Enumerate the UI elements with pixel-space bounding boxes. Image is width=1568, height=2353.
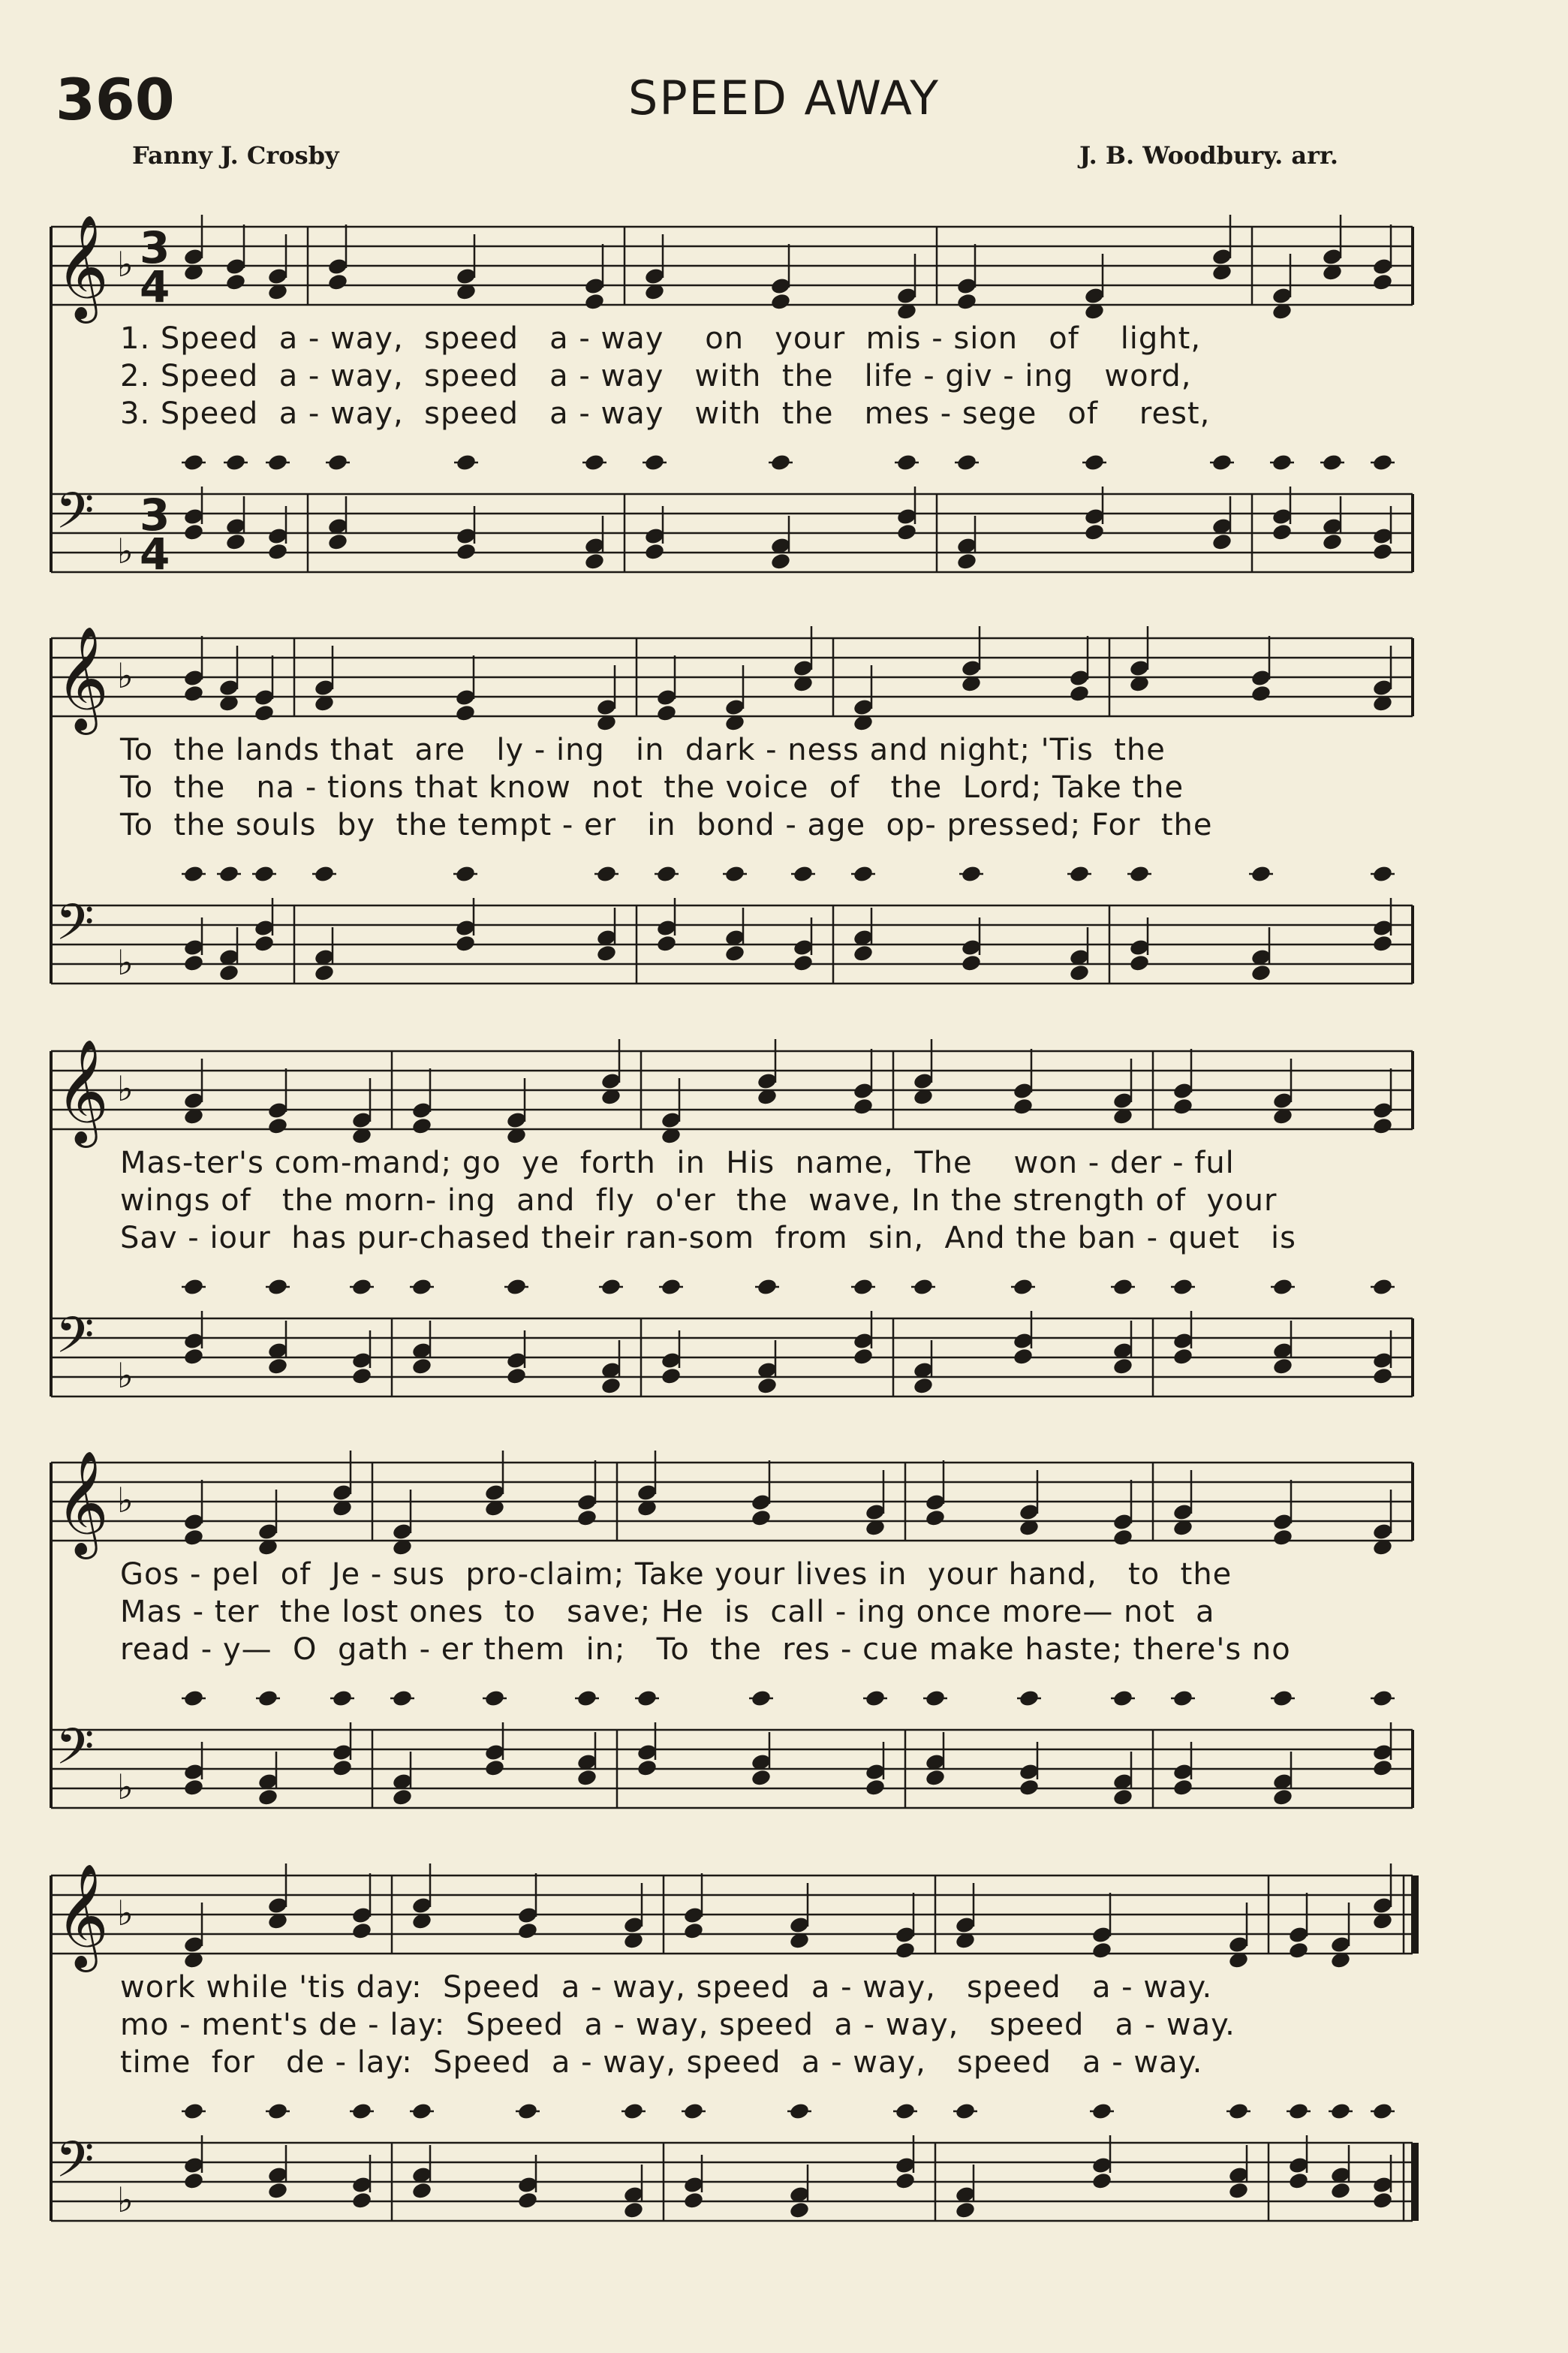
bass-clef-icon: 𝄢 — [56, 1718, 95, 1788]
note-head — [1112, 1528, 1134, 1547]
note-head — [1272, 523, 1293, 541]
note-head — [576, 1508, 598, 1527]
note-head — [1272, 1788, 1294, 1806]
note-head — [1228, 2181, 1250, 2200]
note-head — [267, 1116, 289, 1135]
note-head — [751, 1508, 772, 1527]
note-head — [351, 1366, 373, 1385]
treble-clef-icon: 𝄞 — [56, 626, 109, 731]
note-head — [517, 1921, 539, 1940]
note-head — [576, 1768, 598, 1787]
note-head — [267, 2181, 289, 2200]
lyricist-credit: Fanny J. Crosby — [132, 141, 339, 170]
note-head — [1372, 273, 1394, 291]
hymn-number: 360 — [56, 66, 175, 133]
note-head — [1372, 1366, 1394, 1385]
note-head — [623, 2201, 645, 2219]
note-head — [1013, 1347, 1034, 1366]
note-head — [1272, 1528, 1294, 1547]
note-head — [1084, 523, 1106, 541]
note-head — [853, 944, 874, 963]
note-head — [1288, 2171, 1310, 2190]
note-head — [896, 523, 918, 541]
note-head — [225, 532, 247, 551]
note-head — [267, 542, 289, 561]
flat-key-signature-icon: ♭ — [117, 1893, 134, 1933]
lyrics-block — [120, 1969, 1396, 2081]
lyric-line: To the lands that are ly - ing in dark - ness and night; 'Tis the — [120, 733, 1166, 767]
note-head — [956, 552, 978, 571]
time-signature-digit: 4 — [140, 261, 170, 312]
note-head — [225, 273, 247, 291]
treble-staff — [51, 215, 1413, 324]
note-head — [1112, 1357, 1134, 1375]
flat-key-signature-icon: ♭ — [117, 1355, 134, 1396]
note-head — [1322, 532, 1344, 551]
note-head — [770, 552, 792, 571]
note-head — [853, 1097, 874, 1116]
lyric-line: 3. Speed a - way, speed a - way with the mes - sege of rest, — [120, 396, 1211, 431]
note-head — [411, 1357, 433, 1375]
note-head — [1372, 934, 1394, 953]
time-signature-digit: 3 — [140, 490, 170, 541]
note-head — [961, 954, 983, 972]
note-head — [789, 2201, 811, 2219]
note-head — [956, 292, 978, 311]
lyrics-block — [120, 320, 1396, 432]
lyric-line: mo - ment's de - lay: Speed a - way, speed a - way, speed a - way. — [120, 2008, 1235, 2042]
flat-key-signature-icon: ♭ — [117, 244, 134, 285]
lyric-line: To the souls by the tempt - er in bond - age op- pressed; For the — [120, 808, 1213, 842]
treble-clef-icon: 𝄞 — [56, 1451, 109, 1555]
bass-clef-icon: 𝄢 — [56, 482, 95, 552]
note-head — [955, 2201, 977, 2219]
note-head — [1091, 2171, 1113, 2190]
lyric-line: 1. Speed a - way, speed a - way on your mis - sion of light, — [120, 321, 1202, 356]
bass-clef-icon: 𝄢 — [56, 893, 95, 963]
bass-staff — [51, 1718, 1413, 1808]
flat-key-signature-icon: ♭ — [117, 1068, 134, 1109]
note-head — [1250, 684, 1272, 703]
note-head — [683, 1921, 705, 1940]
note-head — [644, 542, 666, 561]
bass-clef-icon: 𝄢 — [56, 1306, 95, 1376]
treble-staff — [51, 1863, 1419, 1972]
note-head — [332, 1758, 354, 1777]
note-head — [411, 2181, 433, 2200]
note-head — [1129, 954, 1151, 972]
note-head — [637, 1758, 658, 1777]
note-head — [661, 1366, 682, 1385]
note-head — [218, 963, 240, 982]
lyrics-block — [120, 731, 1396, 844]
lyric-line: Mas-ter's com-mand; go ye forth in His name, The won - der - ful — [120, 1146, 1235, 1180]
note-head — [1330, 2181, 1352, 2200]
lyric-line: Mas - ter the lost ones to save; He is call - ing once more— not a — [120, 1595, 1215, 1629]
note-head — [1091, 1941, 1113, 1960]
note-head — [254, 934, 275, 953]
note-head — [455, 703, 477, 722]
treble-clef-icon: 𝄞 — [56, 1863, 109, 1968]
note-head — [484, 1758, 506, 1777]
flat-key-signature-icon: ♭ — [117, 1767, 134, 1807]
bass-clef-icon: 𝄢 — [56, 2131, 95, 2201]
lyric-line: Sav - iour has pur-chased their ran-som from sin, And the ban - quet is — [120, 1221, 1296, 1255]
flat-key-signature-icon: ♭ — [117, 1480, 134, 1520]
lyrics-block — [120, 1144, 1396, 1257]
treble-clef-icon: 𝄞 — [56, 1039, 109, 1143]
note-head — [1288, 1941, 1310, 1960]
note-head — [351, 1921, 373, 1940]
note-head — [267, 1357, 289, 1375]
bass-staff — [51, 1306, 1413, 1396]
treble-staff — [51, 1451, 1413, 1559]
note-head — [1069, 963, 1091, 982]
note-head — [183, 523, 205, 541]
note-head — [757, 1376, 778, 1395]
note-head — [254, 703, 275, 722]
note-head — [455, 934, 477, 953]
lyric-line: work while 'tis day: Speed a - way, speed a - way, speed a - way. — [120, 1970, 1213, 2005]
note-head — [656, 703, 678, 722]
flat-key-signature-icon: ♭ — [117, 531, 134, 571]
treble-clef-icon: 𝄞 — [56, 215, 109, 319]
note-head — [751, 1768, 772, 1787]
note-head — [853, 1347, 874, 1366]
note-head — [257, 1788, 279, 1806]
note-head — [1172, 1347, 1194, 1366]
note-head — [584, 292, 606, 311]
note-head — [1013, 1097, 1034, 1116]
hymn-title: SPEED AWAY — [628, 71, 940, 125]
note-head — [506, 1366, 528, 1385]
note-head — [1019, 1778, 1040, 1797]
bass-staff — [51, 2131, 1419, 2221]
lyrics-block — [120, 1556, 1396, 1668]
note-head — [865, 1778, 886, 1797]
note-head — [1172, 1778, 1194, 1797]
flat-key-signature-icon: ♭ — [117, 942, 134, 983]
note-head — [456, 542, 477, 561]
note-head — [683, 2191, 705, 2210]
note-head — [411, 1116, 433, 1135]
bass-staff — [51, 482, 1413, 580]
lyric-line: read - y— O gath - er them in; To the res - cue make haste; there's no — [120, 1632, 1291, 1667]
note-head — [183, 684, 205, 703]
time-signature-digit: 4 — [140, 529, 170, 580]
treble-staff — [51, 1039, 1413, 1148]
note-head — [517, 2191, 539, 2210]
note-head — [600, 1376, 622, 1395]
note-head — [183, 954, 205, 972]
note-head — [724, 944, 746, 963]
note-head — [913, 1376, 934, 1395]
note-head — [1172, 1097, 1194, 1116]
composer-credit: J. B. Woodbury. arr. — [1079, 141, 1338, 170]
note-head — [1211, 532, 1233, 551]
note-head — [1372, 1758, 1394, 1777]
lyric-line: 2. Speed a - way, speed a - way with the life - giv - ing word, — [120, 359, 1192, 393]
note-head — [314, 963, 336, 982]
lyric-line: To the na - tions that know not the voice of the Lord; Take the — [120, 770, 1184, 805]
note-head — [392, 1788, 414, 1806]
note-head — [1372, 542, 1394, 561]
note-head — [895, 2171, 916, 2190]
note-head — [327, 532, 349, 551]
note-head — [327, 273, 349, 291]
note-head — [656, 934, 678, 953]
note-head — [1250, 963, 1272, 982]
note-head — [183, 1528, 205, 1547]
lyric-line: wings of the morn- ing and fly o'er the wave, In the strength of your — [120, 1183, 1278, 1218]
note-head — [596, 944, 618, 963]
note-head — [584, 552, 606, 571]
note-head — [1112, 1788, 1134, 1806]
time-signature-digit: 3 — [140, 222, 170, 273]
note-head — [793, 954, 814, 972]
note-head — [1272, 1357, 1294, 1375]
note-head — [895, 1941, 916, 1960]
lyric-line: Gos - pel of Je - sus pro-claim; Take your lives in your hand, to the — [120, 1557, 1232, 1592]
note-head — [1069, 684, 1091, 703]
flat-key-signature-icon: ♭ — [117, 2180, 134, 2220]
note-head — [183, 1778, 205, 1797]
note-head — [770, 292, 792, 311]
note-head — [351, 2191, 373, 2210]
note-head — [925, 1768, 947, 1787]
note-head — [1372, 1116, 1394, 1135]
note-head — [925, 1508, 947, 1527]
lyric-line: time for de - lay: Speed a - way, speed a - way, speed a - way. — [120, 2045, 1203, 2080]
note-head — [1372, 2191, 1394, 2210]
note-head — [183, 1347, 205, 1366]
note-head — [183, 2171, 205, 2190]
flat-key-signature-icon: ♭ — [117, 655, 134, 696]
